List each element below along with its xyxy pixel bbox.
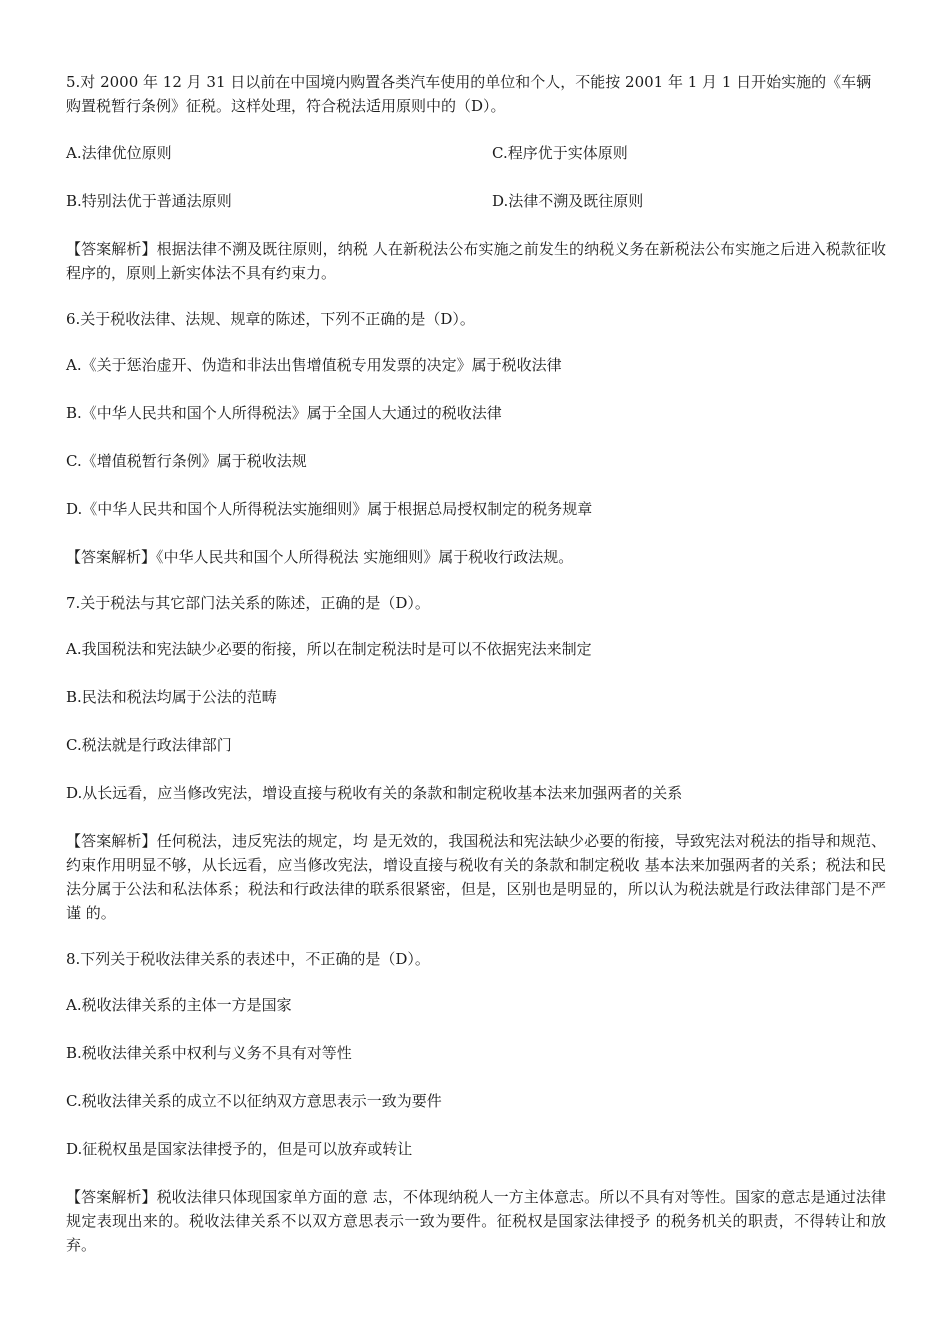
option-a: A.税收法律关系的主体一方是国家 <box>66 996 292 1014</box>
option-b: B.民法和税法均属于公法的范畴 <box>66 688 277 706</box>
question-stem: 8.下列关于税收法律关系的表述中，不正确的是（D）。 <box>66 950 430 968</box>
option-a: A.法律优位原则 <box>66 144 172 162</box>
question-5 <box>66 70 886 285</box>
option-row <box>66 141 886 165</box>
question-stem: 7.关于税法与其它部门法关系的陈述，正确的是（D）。 <box>66 594 430 612</box>
option-c: C.税法就是行政法律部门 <box>66 736 232 754</box>
option-row <box>66 189 886 213</box>
option-c: C.税收法律关系的成立不以征纳双方意思表示一致为要件 <box>66 1092 442 1110</box>
option-d: D.从长远看，应当修改宪法，增设直接与税收有关的条款和制定税收基本法来加强两者的关系 <box>66 784 683 802</box>
question-8 <box>66 947 886 1257</box>
answer-analysis: 【答案解析】税收法律只体现国家单方面的意 志，不体现纳税人一方主体意志。所以不具有对等性。国家的意志是通过法律规定表现出来的。税收法律关系不以双方意思表示一致为要件。征税权是国家法律授予 的税务机关的职责，不得转让和放弃。 <box>66 1188 886 1254</box>
option-b: B.《中华人民共和国个人所得税法》属于全国人大通过的税收法律 <box>66 404 502 422</box>
answer-analysis: 【答案解析】根据法律不溯及既往原则，纳税 人在新税法公布实施之前发生的纳税义务在新税法公布实施之后进入税款征收程序的，原则上新实体法不具有约束力。 <box>66 240 886 282</box>
option-c: C.《增值税暂行条例》属于税收法规 <box>66 452 307 470</box>
document-page <box>66 70 886 1279</box>
question-7 <box>66 591 886 925</box>
question-stem: 5.对 2000 年 12 月 31 日以前在中国境内购置各类汽车使用的单位和个人，不能按 2001 年 1 月 1 日开始实施的《车辆购置税暂行条例》征税。这样处理，符合税法适用原则中的（D）。 <box>66 73 872 115</box>
option-c: C.程序优于实体原则 <box>492 144 628 162</box>
answer-analysis: 【答案解析】任何税法，违反宪法的规定，均 是无效的，我国税法和宪法缺少必要的衔接，导致宪法对税法的指导和规范、约束作用明显不够，从长远看，应当修改宪法，增设直接与税收有关的条款和制定税收 基本法来加强两者的关系；税法和民法分属于公法和私法体系；税法和行政法律的联系很紧密，但是，区别也是明显的，所以认为税法就是行政法律部门是不严谨 的。 <box>66 832 886 922</box>
option-b: B.特别法优于普通法原则 <box>66 192 232 210</box>
option-a: A.《关于惩治虚开、伪造和非法出售增值税专用发票的决定》属于税收法律 <box>66 356 562 374</box>
option-d: D.法律不溯及既往原则 <box>492 192 644 210</box>
option-b: B.税收法律关系中权利与义务不具有对等性 <box>66 1044 352 1062</box>
option-d: D.《中华人民共和国个人所得税法实施细则》属于根据总局授权制定的税务规章 <box>66 500 593 518</box>
question-stem: 6.关于税收法律、法规、规章的陈述，下列不正确的是（D）。 <box>66 310 475 328</box>
question-6 <box>66 307 886 569</box>
answer-analysis: 【答案解析】《中华人民共和国个人所得税法 实施细则》属于税收行政法规。 <box>66 548 574 566</box>
option-a: A.我国税法和宪法缺少必要的衔接，所以在制定税法时是可以不依据宪法来制定 <box>66 640 592 658</box>
option-d: D.征税权虽是国家法律授予的，但是可以放弃或转让 <box>66 1140 413 1158</box>
